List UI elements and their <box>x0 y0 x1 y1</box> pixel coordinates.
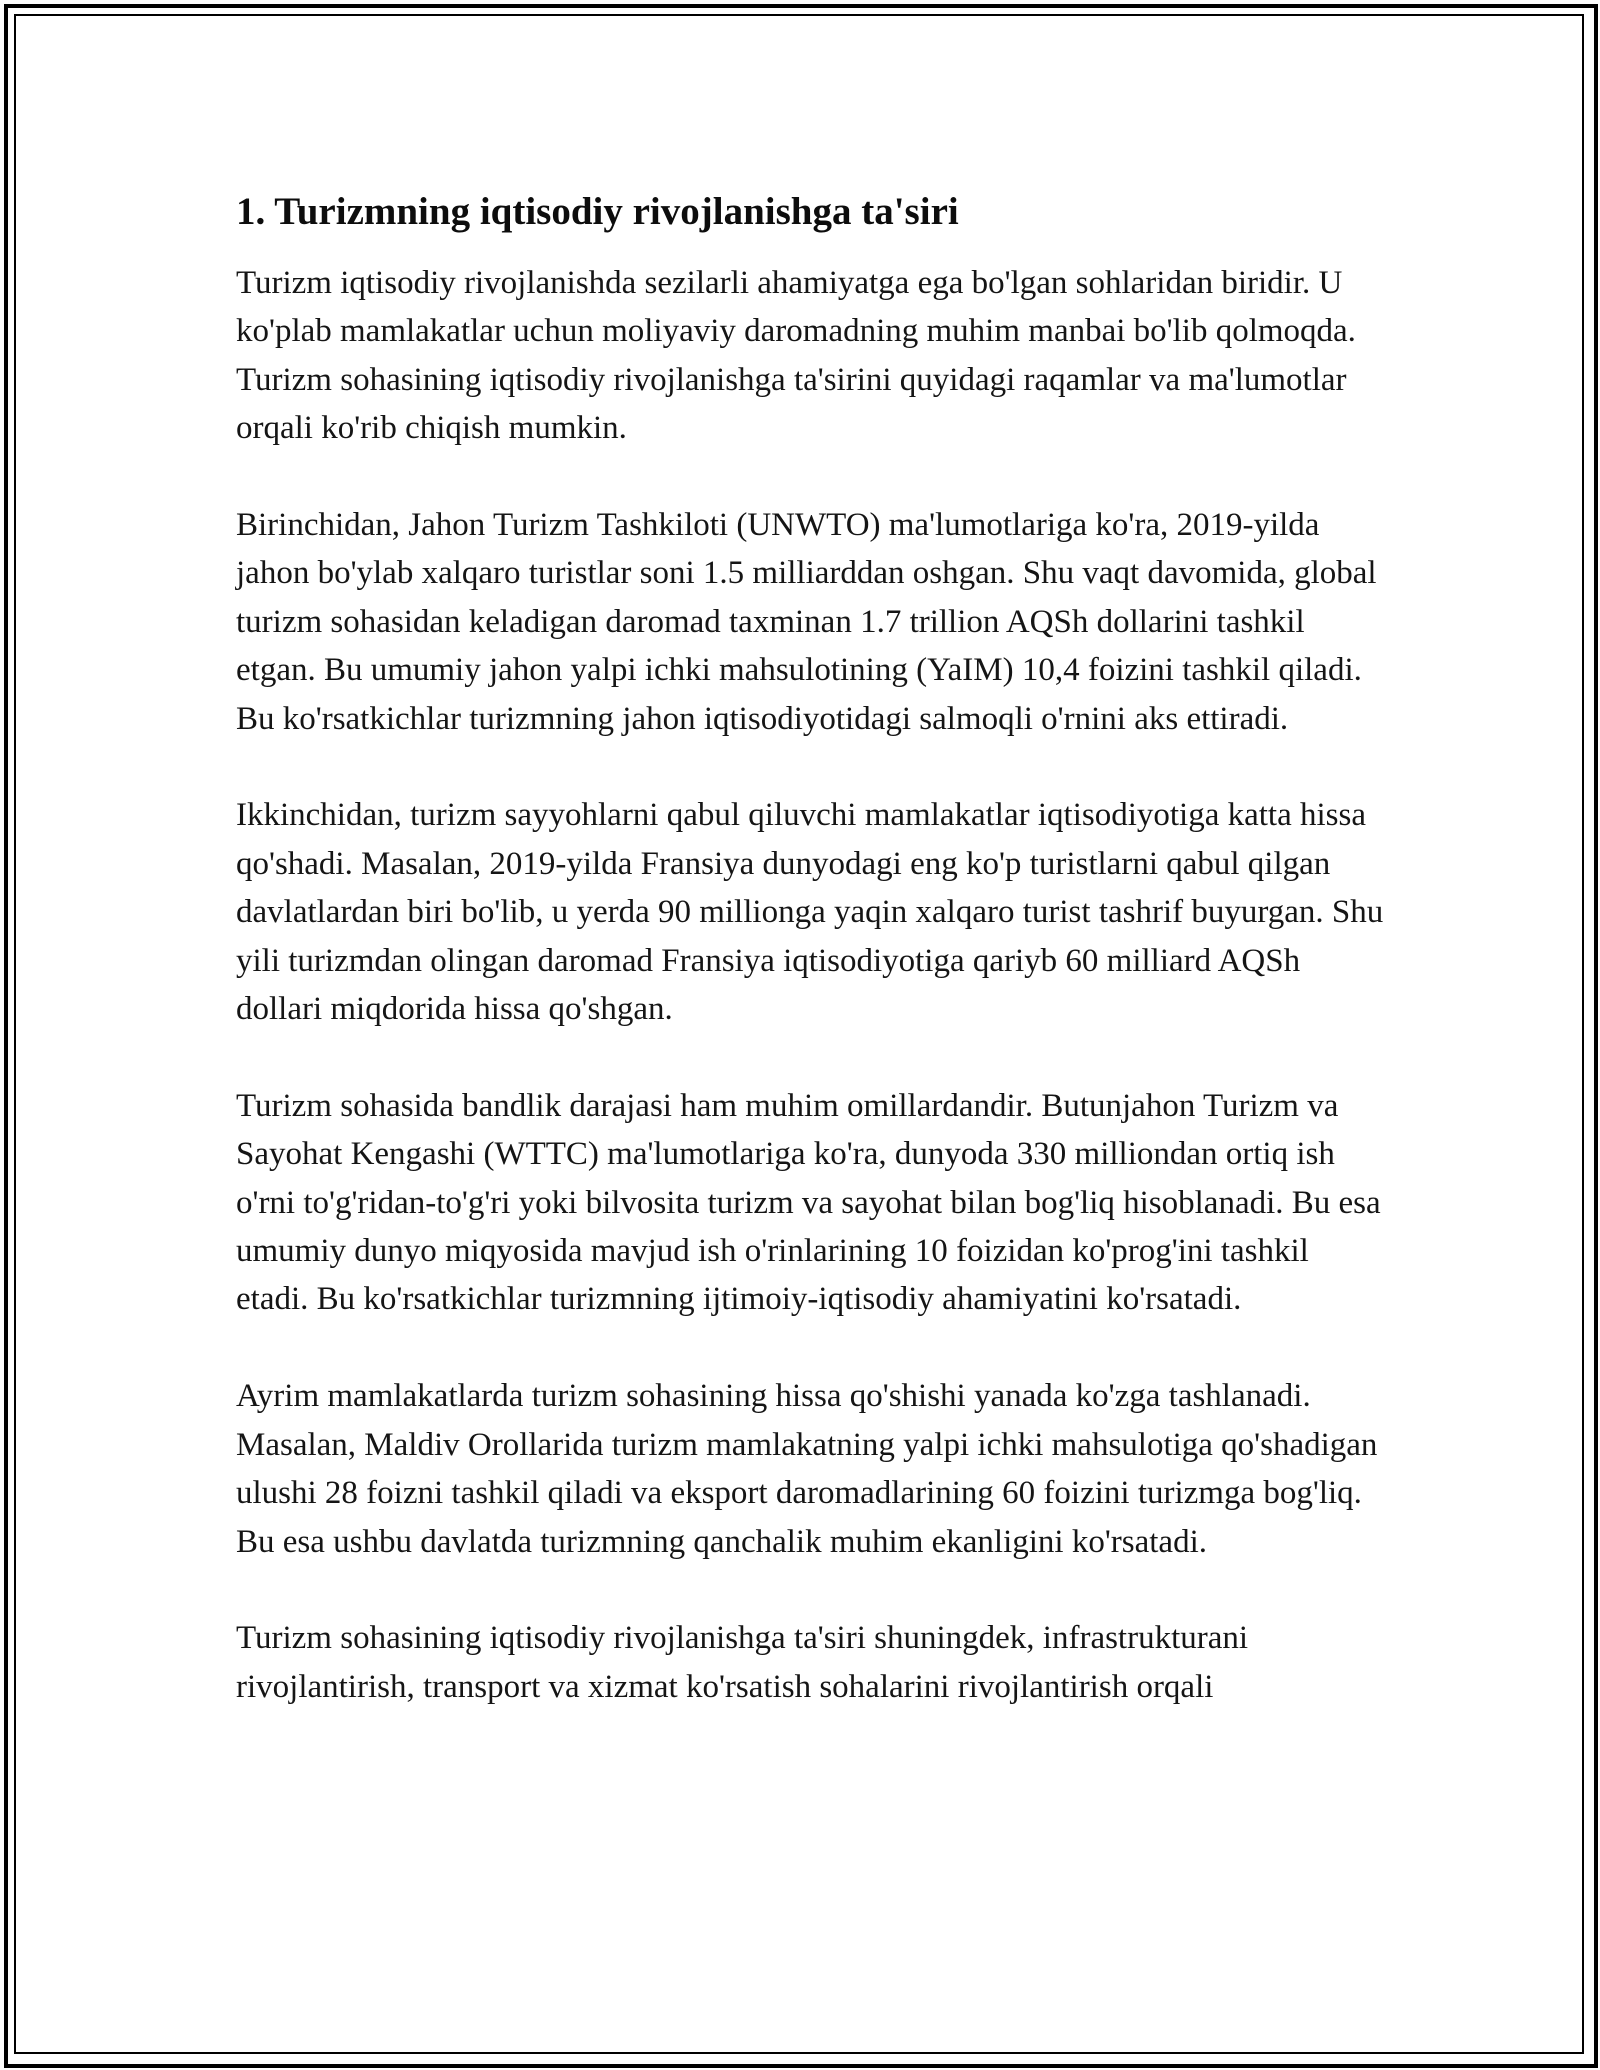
document-body <box>236 188 1386 1711</box>
section-heading: 1. Turizmning iqtisodiy rivojlanishga ta'siri <box>236 190 959 233</box>
paragraph-employment: Turizm sohasida bandlik darajasi ham muhim omillardandir. Butunjahon Turizm va Sayohat Kengashi (WTTC) ma'lumotlariga ko'ra, dunyoda 330 milliondan ortiq ish o'rni to'g'ridan-to'g'ri yoki bilvosita turizm va sayohat bilan bog'liq hisoblanadi. Bu esa umumiy dunyo miqyosida mavjud ish o'rinlarining 10 foizidan ko'prog'ini tashkil etadi. Bu ko'rsatkichlar turizmning ijtimoiy-iqtisodiy ahamiyatini ko'rsatadi. <box>236 1087 1381 1318</box>
paragraph-unwto-statistics: Birinchidan, Jahon Turizm Tashkiloti (UNWTO) ma'lumotlariga ko'ra, 2019-yilda jahon bo'ylab xalqaro turistlar soni 1.5 milliarddan oshgan. Shu vaqt davomida, global turizm sohasidan keladigan daromad taxminan 1.7 trillion AQSh dollarini tashkil etgan. Bu umumiy jahon yalpi ichki mahsulotining (YaIM) 10,4 foizini tashkil qiladi. Bu ko'rsatkichlar turizmning jahon iqtisodiyotidagi salmoqli o'rnini aks ettiradi. <box>236 507 1377 737</box>
paragraph-maldives-example: Ayrim mamlakatlarda turizm sohasining hissa qo'shishi yanada ko'zga tashlanadi. Masalan, Maldiv Orollarida turizm mamlakatning yalpi ichki mahsulotiga qo'shadigan ulushi 28 foizni tashkil qiladi va eksport daromadlarining 60 foizini turizmga bog'liq. Bu esa ushbu davlatda turizmning qanchalik muhim ekanligini ko'rsatadi. <box>236 1378 1378 1560</box>
paragraph-infrastructure: Turizm sohasining iqtisodiy rivojlanishga ta'siri shuningdek, infrastrukturani rivojlantirish, transport va xizmat ko'rsatish sohalarini rivojlantirish orqali <box>236 1620 1249 1705</box>
paragraph-france-example: Ikkinchidan, turizm sayyohlarni qabul qiluvchi mamlakatlar iqtisodiyotiga katta hissa qo'shadi. Masalan, 2019-yilda Fransiya dunyodagi eng ko'p turistlarni qabul qilgan davlatlardan biri bo'lib, u yerda 90 millionga yaqin xalqaro turist tashrif buyurgan. Shu yili turizmdan olingan daromad Fransiya iqtisodiyotiga qariyb 60 milliard AQSh dollari miqdorida hissa qo'shgan. <box>236 797 1384 1028</box>
paragraph-intro: Turizm iqtisodiy rivojlanishda sezilarli ahamiyatga ega bo'lgan sohlaridan biridir. U ko'plab mamlakatlar uchun moliyaviy daromadning muhim manbai bo'lib qolmoqda. Turizm sohasining iqtisodiy rivojlanishga ta'sirini quyidagi raqamlar va ma'lumotlar orqali ko'rib chiqish mumkin. <box>236 265 1356 447</box>
